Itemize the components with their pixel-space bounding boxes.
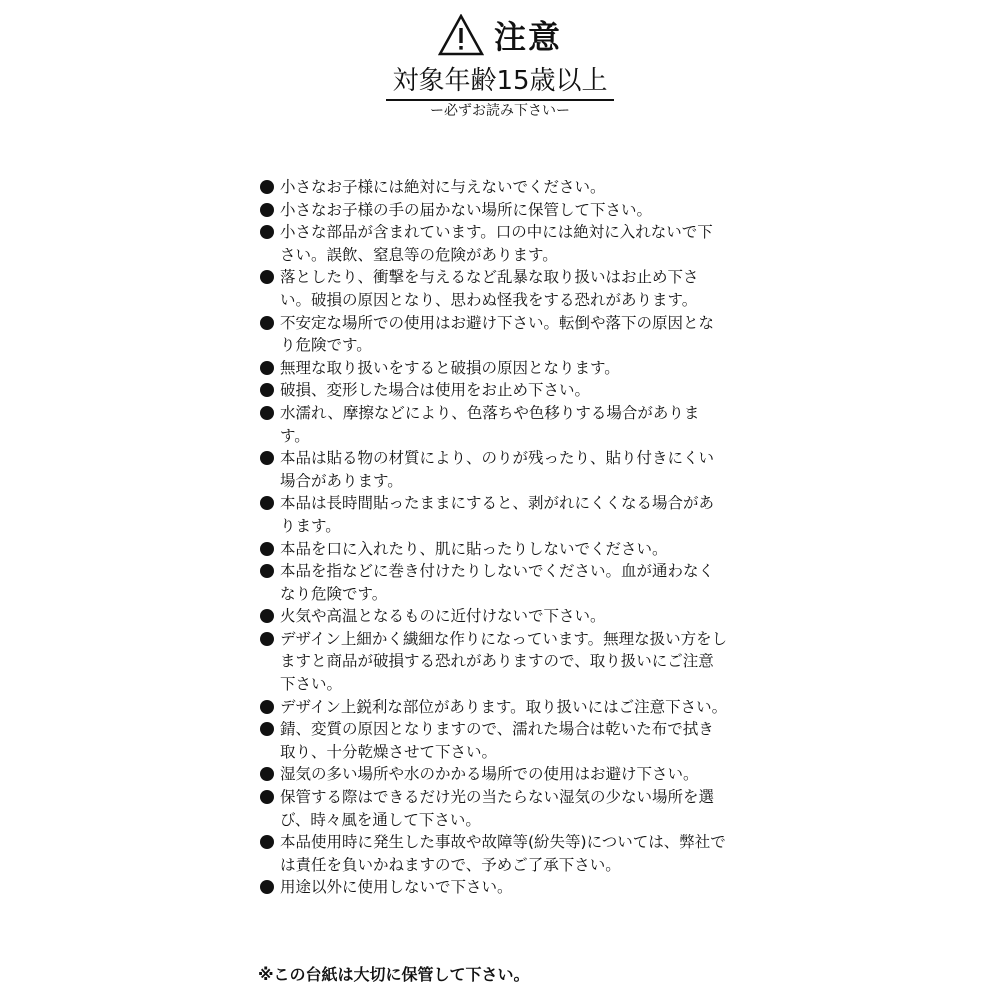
- bullet-icon: [260, 700, 274, 714]
- caution-item: [258, 560, 728, 605]
- caution-item-text: 小さな部品が含まれています。口の中には絶対に入れないで下さい。誤飲、窒息等の危険があります。: [280, 223, 713, 264]
- bullet-icon: [260, 632, 274, 646]
- bullet-icon: [260, 383, 274, 397]
- bullet-icon: [260, 790, 274, 804]
- bullet-icon: [260, 316, 274, 330]
- caution-item-text: 小さなお子様の手の届かない場所に保管して下さい。: [280, 200, 653, 219]
- caution-item: [258, 605, 728, 628]
- bullet-icon: [260, 225, 274, 239]
- bullet-icon: [260, 270, 274, 284]
- caution-item: [258, 876, 728, 899]
- caution-item-text: 火気や高温となるものに近付けないで下さい。: [280, 607, 606, 626]
- caution-item: [258, 266, 728, 311]
- caution-item-text: 用途以外に使用しないで下さい。: [280, 878, 513, 897]
- bullet-icon: [260, 496, 274, 510]
- caution-item-text: 破損、変形した場合は使用をお止め下さい。: [280, 381, 591, 400]
- caution-item: [258, 831, 728, 876]
- caution-item-text: 湿気の多い場所や水のかかる場所での使用はお避け下さい。: [280, 765, 699, 784]
- caution-item: [258, 379, 728, 402]
- caution-item-text: 無理な取り扱いをすると破損の原因となります。: [280, 358, 620, 377]
- caution-item-text: デザイン上細かく繊細な作りになっています。無理な扱い方をしますと商品が破損する恐れがありますので、取り扱いにご注意下さい。: [280, 629, 728, 694]
- bullet-icon: [260, 203, 274, 217]
- bullet-icon: [260, 609, 274, 623]
- caution-item-text: 不安定な場所での使用はお避け下さい。転倒や落下の原因となり危険です。: [280, 313, 715, 355]
- age-label-row: [0, 60, 1000, 101]
- caution-title: 注意: [493, 18, 562, 56]
- caution-item-text: 錆、変質の原因となりますので、濡れた場合は乾いた布で拭き取り、十分乾燥させて下さい。: [280, 720, 714, 761]
- warning-triangle-icon: [438, 14, 484, 56]
- bullet-icon: [260, 767, 274, 781]
- caution-item-text: デザイン上鋭利な部位があります。取り扱いにはご注意下さい。: [280, 697, 728, 716]
- caution-item-text: 水濡れ、摩擦などにより、色落ちや色移りする場合があります。: [280, 403, 700, 445]
- caution-item: [258, 447, 728, 492]
- caution-item-text: 保管する際はできるだけ光の当たらない湿気の少ない場所を選び、時々風を通して下さい。: [280, 788, 715, 829]
- caution-item-text: 本品使用時に発生した事故や故障等(紛失等)については、弊社では責任を負いかねますので、予めご了承下さい。: [280, 833, 726, 874]
- caution-item-text: 落としたり、衝撃を与えるなど乱暴な取り扱いはお止め下さい。破損の原因となり、思わぬ怪我をする恐れがあります。: [280, 268, 699, 309]
- age-label: 対象年齢15歳以上: [386, 60, 613, 101]
- caution-item: [258, 199, 728, 222]
- caution-item: [258, 763, 728, 786]
- caution-item: [258, 176, 728, 199]
- caution-item: [258, 357, 728, 380]
- caution-item: [258, 538, 728, 561]
- bullet-icon: [260, 542, 274, 556]
- footer-note: ※この台紙は大切に保管して下さい。: [258, 965, 530, 984]
- bullet-icon: [260, 451, 274, 465]
- bullet-icon: [260, 722, 274, 736]
- caution-item-text: 本品を指などに巻き付けたりしないでください。血が通わなくなり危険です。: [280, 562, 715, 603]
- caution-title-row: [0, 12, 1000, 58]
- caution-item: [258, 696, 728, 719]
- bullet-icon: [260, 361, 274, 375]
- bullet-icon: [260, 180, 274, 194]
- caution-item: [258, 312, 728, 357]
- caution-item-text: 本品は貼る物の材質により、のりが残ったり、貼り付きにくい場合があります。: [280, 449, 715, 490]
- caution-item: [258, 786, 728, 831]
- bullet-icon: [260, 880, 274, 894]
- caution-list: [258, 176, 728, 899]
- caution-item: [258, 718, 728, 763]
- caution-item: [258, 628, 728, 696]
- caution-item: [258, 492, 728, 537]
- caution-item-text: 本品は長時間貼ったままにすると、剥がれにくくなる場合があります。: [280, 494, 715, 535]
- caution-header: [0, 0, 1000, 130]
- caution-item: [258, 221, 728, 266]
- read-note: ー必ずお読み下さいー: [430, 103, 570, 119]
- bullet-icon: [260, 564, 274, 578]
- caution-item-text: 小さなお子様には絶対に与えないでください。: [280, 178, 606, 196]
- caution-item: [258, 402, 728, 447]
- bullet-icon: [260, 406, 274, 420]
- bullet-icon: [260, 835, 274, 849]
- caution-item-text: 本品を口に入れたり、肌に貼ったりしないでください。: [280, 539, 668, 558]
